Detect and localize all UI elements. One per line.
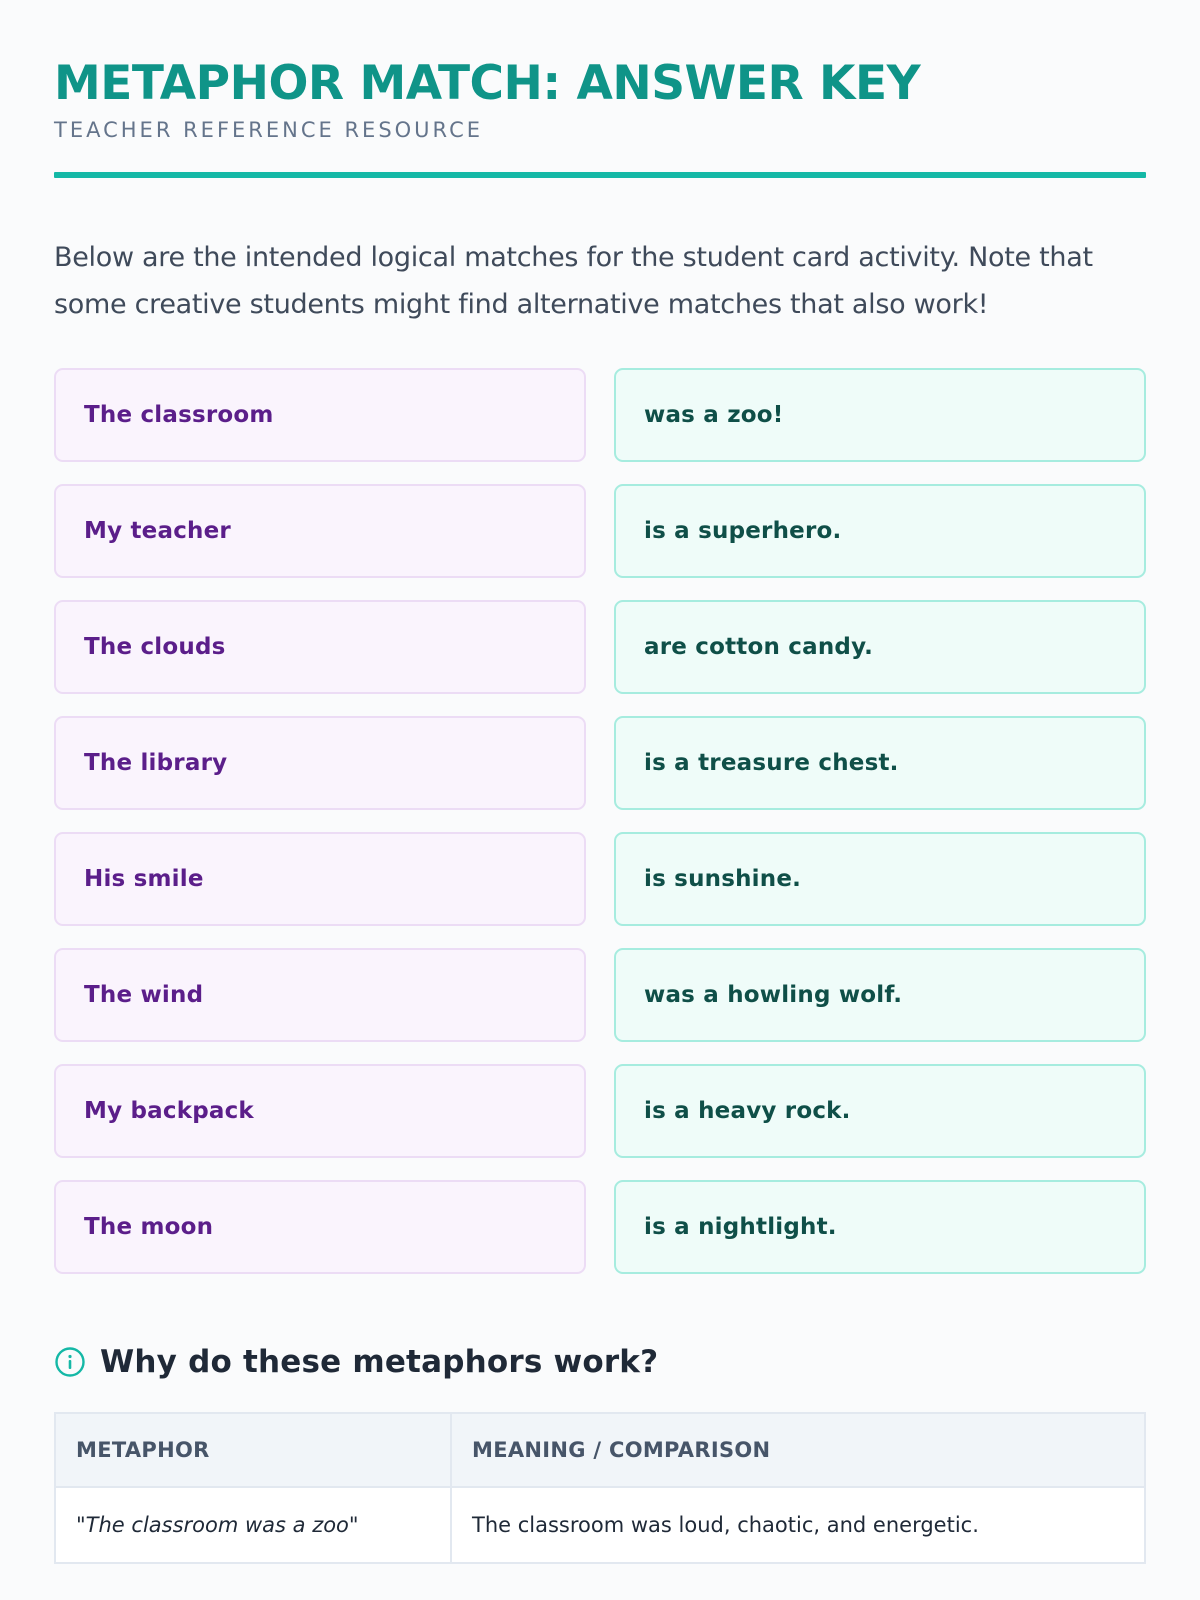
subject-card: The wind [54,948,586,1042]
subject-card: My teacher [54,484,586,578]
subject-card: The moon [54,1180,586,1274]
subject-card: The library [54,716,586,810]
title-divider [54,172,1146,178]
column-header-meaning: MEANING / COMPARISON [450,1414,1144,1486]
subject-card: The clouds [54,600,586,694]
page-title: METAPHOR MATCH: ANSWER KEY [54,56,921,111]
page-subtitle: TEACHER REFERENCE RESOURCE [54,118,484,142]
meaning-cell: The classroom was loud, chaotic, and energetic. [450,1488,1144,1562]
predicate-card: are cotton candy. [614,600,1146,694]
subject-card: My backpack [54,1064,586,1158]
table-header-row [56,1414,1144,1488]
match-pairs-grid [54,368,1146,1274]
subject-card: The classroom [54,368,586,462]
table-row [56,1488,1144,1564]
section-title: Why do these metaphors work? [100,1344,659,1380]
intro-paragraph: Below are the intended logical matches for the student card activity. Note that some creative students might find alternative matches that also work! [54,242,1093,320]
predicate-card: was a howling wolf. [614,948,1146,1042]
info-icon [54,1346,86,1378]
predicate-card: is a superhero. [614,484,1146,578]
explanation-section-header [54,1344,1146,1380]
metaphor-table [54,1412,1146,1564]
predicate-card: is a nightlight. [614,1180,1146,1274]
metaphor-cell: "The classroom was a zoo" [76,1513,359,1537]
predicate-card: is a treasure chest. [614,716,1146,810]
predicate-card: was a zoo! [614,368,1146,462]
predicate-card: is a heavy rock. [614,1064,1146,1158]
predicate-card: is sunshine. [614,832,1146,926]
subject-card: His smile [54,832,586,926]
column-header-metaphor: METAPHOR [76,1438,210,1462]
